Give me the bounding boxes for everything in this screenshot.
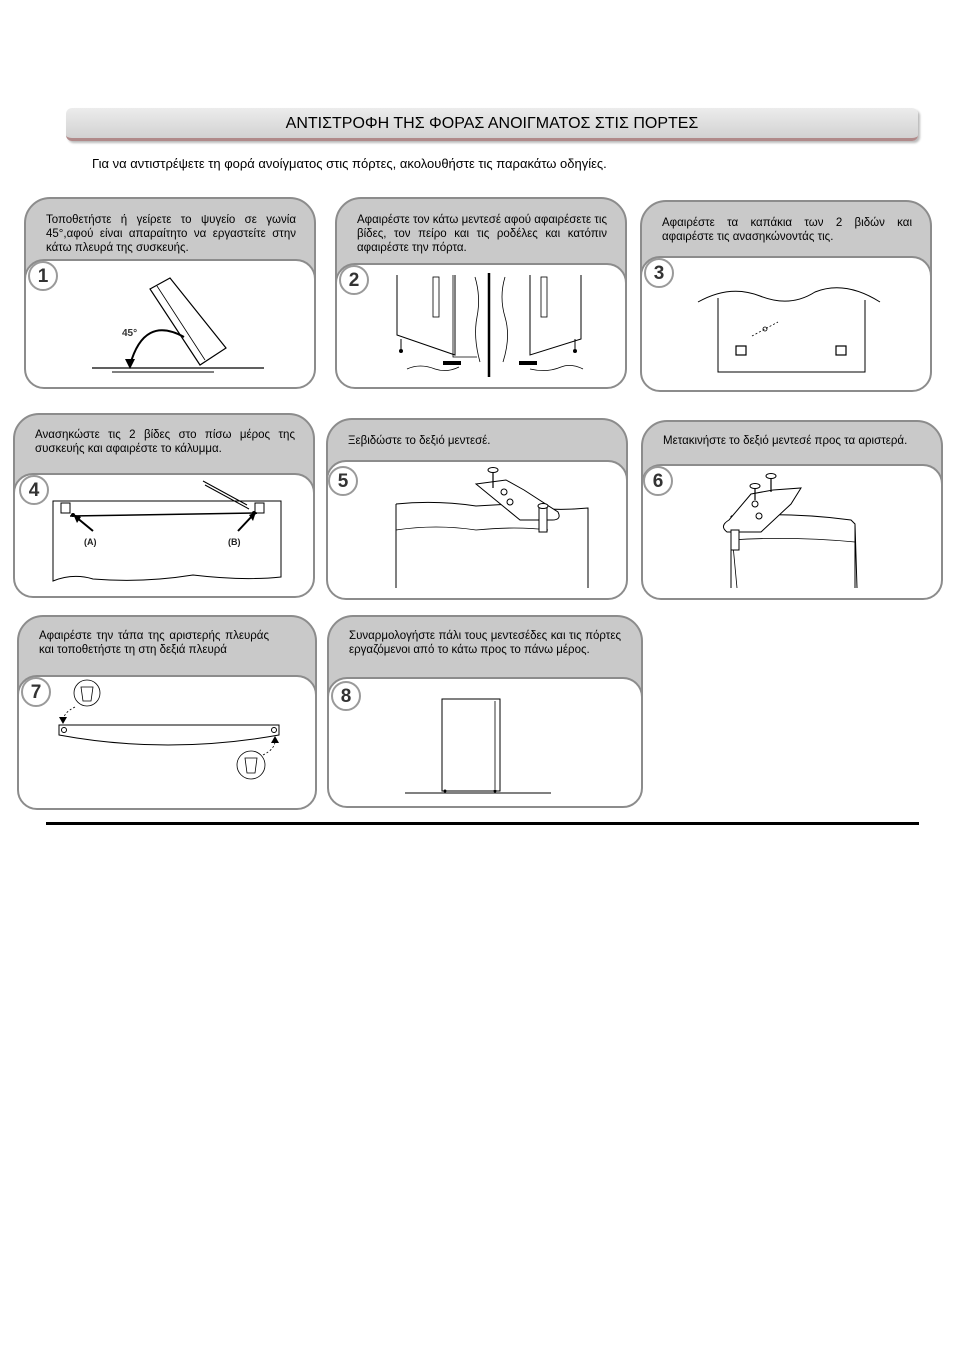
- step-6-illustration: [641, 420, 943, 600]
- step-5: [326, 418, 628, 600]
- step-1: [24, 197, 316, 389]
- step-7-number: 7: [21, 677, 51, 707]
- step-3: [640, 200, 932, 392]
- step-1-text: Τοποθετήστε ή γείρετε το ψυγείο σε γωνία 45°,αφού είναι απαραίτητο να εργαστείτε στην κάτω πλευρά της συσκευής.: [46, 214, 296, 254]
- label-a: (A): [84, 537, 97, 547]
- step-2-number: 2: [339, 265, 369, 295]
- step-2-illustration: [335, 197, 627, 389]
- step-8-text: Συναρμολογήστε πάλι τους μεντεσέδες και τις πόρτες εργαζόμενοι από το κάτω προς το πάνω μέρος.: [349, 630, 621, 656]
- step-4: [13, 413, 315, 598]
- step-7: [17, 615, 317, 810]
- step-6: [641, 420, 943, 600]
- section-title: ΑΝΤΙΣΤΡΟΦΗ ΤΗΣ ΦΟΡΑΣ ΑΝΟΙΓΜΑΤΟΣ ΣΤΙΣ ΠΟΡΤΕΣ: [66, 108, 918, 141]
- step-7-text: Αφαιρέστε την τάπα της αριστερής πλευράς και τοποθετήστε τη στη δεξιά πλευρά: [39, 630, 269, 656]
- angle-label: 45°: [122, 328, 138, 339]
- step-8-number: 8: [331, 681, 361, 711]
- step-5-number: 5: [328, 466, 358, 496]
- step-8-illustration: [327, 615, 643, 808]
- step-4-number: 4: [19, 475, 49, 505]
- step-3-number: 3: [644, 258, 674, 288]
- step-2-text: Αφαιρέστε τον κάτω μεντεσέ αφού αφαιρέσετε τις βίδες, τον πείρο και τις ροδέλες και κατόπιν αφαιρέστε την πόρτα.: [357, 214, 607, 254]
- step-3-illustration: [640, 200, 932, 392]
- step-3-text: Αφαιρέστε τα καπάκια των 2 βιδών και αφαιρέστε τις ανασηκώνοντάς τις.: [662, 217, 912, 243]
- step-4-illustration: [13, 413, 315, 598]
- intro-text: Για να αντιστρέψετε τη φορά ανοίγματος στις πόρτες, ακολουθήστε τις παρακάτω οδηγίες.: [92, 156, 607, 171]
- step-1-number: 1: [28, 261, 58, 291]
- step-1-illustration: [24, 197, 316, 389]
- step-6-text: Μετακινήστε το δεξιό μεντεσέ προς τα αριστερά.: [663, 435, 908, 447]
- step-8: [327, 615, 643, 808]
- step-4-text: Ανασηκώστε τις 2 βίδες στο πίσω μέρος της συσκευής και αφαιρέστε το κάλυμμα.: [35, 429, 295, 455]
- step-6-number: 6: [643, 466, 673, 496]
- step-7-illustration: [17, 615, 317, 810]
- section-divider: [46, 822, 919, 825]
- step-5-text: Ξεβιδώστε το δεξιό μεντεσέ.: [348, 435, 491, 447]
- step-5-illustration: [326, 418, 628, 600]
- step-2: [335, 197, 627, 389]
- label-b: (B): [228, 537, 241, 547]
